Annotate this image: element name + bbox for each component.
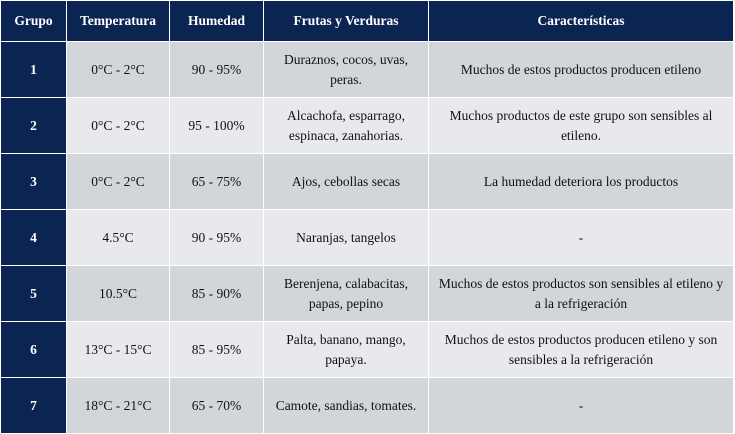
table-row (1, 42, 734, 98)
cell-caracteristicas: Muchos productos de este grupo son sensibles al etileno. (429, 98, 734, 154)
cell-grupo: 4 (1, 210, 67, 266)
header-grupo: Grupo (1, 1, 67, 42)
header-frutas-verduras: Frutas y Verduras (264, 1, 429, 42)
table-row (1, 322, 734, 378)
cell-frutas: Palta, banano, mango, papaya. (264, 322, 429, 378)
cell-humedad: 90 - 95% (170, 210, 264, 266)
cell-caracteristicas: Muchos de estos productos producen etileno (429, 42, 734, 98)
header-row (1, 1, 734, 42)
cell-temperatura: 18°C - 21°C (67, 378, 170, 434)
cell-temperatura: 0°C - 2°C (67, 98, 170, 154)
cell-humedad: 95 - 100% (170, 98, 264, 154)
cell-frutas: Ajos, cebollas secas (264, 154, 429, 210)
cell-temperatura: 0°C - 2°C (67, 42, 170, 98)
cell-temperatura: 0°C - 2°C (67, 154, 170, 210)
cell-caracteristicas: Muchos de estos productos son sensibles al etileno y a la refrigeración (429, 266, 734, 322)
cell-frutas: Berenjena, calabacitas, papas, pepino (264, 266, 429, 322)
header-temperatura: Temperatura (67, 1, 170, 42)
table-row (1, 210, 734, 266)
cell-humedad: 90 - 95% (170, 42, 264, 98)
cell-caracteristicas: - (429, 210, 734, 266)
cell-humedad: 65 - 70% (170, 378, 264, 434)
cell-grupo: 5 (1, 266, 67, 322)
cell-grupo: 6 (1, 322, 67, 378)
cell-temperatura: 4.5°C (67, 210, 170, 266)
cell-caracteristicas: - (429, 378, 734, 434)
table-row (1, 378, 734, 434)
cell-caracteristicas: Muchos de estos productos producen etileno y son sensibles a la refrigeración (429, 322, 734, 378)
header-caracteristicas: Características (429, 1, 734, 42)
cell-frutas: Duraznos, cocos, uvas, peras. (264, 42, 429, 98)
cell-humedad: 85 - 95% (170, 322, 264, 378)
cell-caracteristicas: La humedad deteriora los productos (429, 154, 734, 210)
table-row (1, 98, 734, 154)
cell-frutas: Camote, sandias, tomates. (264, 378, 429, 434)
cell-grupo: 2 (1, 98, 67, 154)
table-row (1, 266, 734, 322)
cell-temperatura: 13°C - 15°C (67, 322, 170, 378)
cell-humedad: 85 - 90% (170, 266, 264, 322)
cell-frutas: Alcachofa, esparrago, espinaca, zanahorias. (264, 98, 429, 154)
cell-temperatura: 10.5°C (67, 266, 170, 322)
cell-humedad: 65 - 75% (170, 154, 264, 210)
header-humedad: Humedad (170, 1, 264, 42)
cell-grupo: 7 (1, 378, 67, 434)
cell-grupo: 1 (1, 42, 67, 98)
cell-frutas: Naranjas, tangelos (264, 210, 429, 266)
table-row (1, 154, 734, 210)
cell-grupo: 3 (1, 154, 67, 210)
